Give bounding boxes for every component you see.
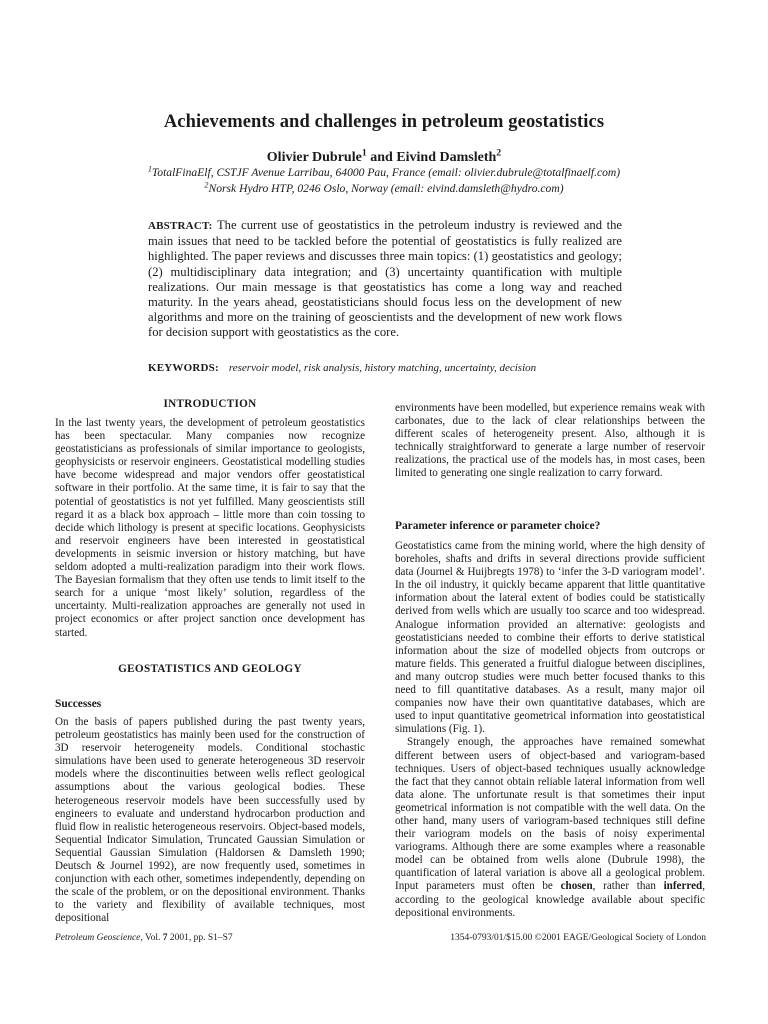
author-1: Olivier Dubrule — [266, 150, 362, 165]
introduction-paragraph: In the last twenty years, the development of petroleum geostatistics has been spectacular. Many companies now recognize geostatisticians as professionals of similar importance to geologists, geophysicists or reservoir engineers. Geostatistical modelling studies have become widespread and major vendors offer geostatistical software in their portfolio. At the same time, it is fair to say that the potential of geostatistics is not yet fulfilled. Many geoscientists still regard it as a black box approach – little more than coin tossing to decide which lithology is present at specific locations. Geophysicists and reservoir engineers have been interested in geostatistical developments in seismic inversion or history matching, but have seldom adopted a multi-realization paradigm into their work flows. The Bayesian formalism that they often use tends to limit itself to the search for a unique ‘most likely’ solution, regardless of the uncertainty. Multi-realization approaches are generally not used in project economics or after project sanction once development has started. — [55, 417, 365, 639]
emphasis-chosen: chosen — [560, 880, 593, 893]
footer-vol-prefix: , Vol. — [140, 933, 163, 943]
footer-copyright: 1354-0793/01/$15.00 ©2001 EAGE/Geological Society of London — [450, 933, 706, 943]
section-heading-geostatistics-geology: GEOSTATISTICS AND GEOLOGY — [118, 663, 302, 675]
footer-citation — [55, 933, 233, 943]
continued-paragraph: environments have been modelled, but experience remains weak with carbonates, due to the lack of clear relationships between the different scales of heterogeneity present. Also, although it is technically straightforward to generate a large number of reservoir realizations, the practical use of the models has, in most cases, been limited to generating one single realization to carry forward. — [395, 402, 705, 480]
successes-body — [55, 716, 365, 926]
abstract — [148, 218, 622, 341]
parameter-paragraph-2-text-a: Strangely enough, the approaches have remained somewhat different between users of object-based and variogram-based techniques. Users of object-based techniques usually acknowledge the fact that they cannot obtain reliable lateral information from well data alone. The unfortunate result is that sometimes their input geometrical information is not compatible with the well data. On the other hand, many users of variogram-based techniques still define their variogram models on the basis of noisy experimental variograms. Although there are some examples where a reasonable model can be obtained from wells alone (Dubrule 1998), the quantification of lateral variation is above all a geological problem. Input parameters must often be — [395, 736, 705, 893]
keywords-text: reservoir model, risk analysis, history matching, uncertainty, decision — [228, 362, 537, 374]
continued-body — [395, 402, 705, 481]
section-heading-introduction: INTRODUCTION — [163, 398, 257, 410]
parameter-paragraph-2-text-c: , according to the geological knowledge available about specific depositional environments. — [395, 880, 705, 919]
subsection-heading-parameter-inference: Parameter inference or parameter choice? — [395, 520, 601, 532]
emphasis-inferred: inferred — [663, 880, 703, 893]
subsection-heading-successes: Successes — [55, 698, 102, 710]
affiliation-1-text: TotalFinaElf, CSTJF Avenue Larribau, 64000 Pau, France (email: olivier.dubrule@totalfinaelf.com) — [151, 166, 621, 179]
author-line — [0, 147, 768, 166]
successes-paragraph: On the basis of papers published during the past twenty years, petroleum geostatistics has mainly been used for the construction of 3D reservoir heterogeneity models. Conditional stochastic simulations have been used to generate heterogeneous 3D reservoir models where the discontinuities between wells reflect geological assumptions about the various geological bodies. These heterogeneous reservoir models have been successfully used by engineers to evaluate and understand hydrocarbon production and fluid flow in realistic heterogeneous reservoirs. Object-based models, Sequential Indicator Simulation, Truncated Gaussian Simulation or Sequential Gaussian Simulation (Haldorsen & Damsleth 1990; Deutsch & Journel 1992), are now frequently used, sometimes in conjunction with each other, sometimes independently, depending on the scale of the problem, or on the depositional environment. Thanks to the variety and flexibility of available techniques, most depositional — [55, 716, 365, 925]
keywords-label: KEYWORDS: — [148, 362, 219, 374]
footer-pages: 2001, pp. S1–S7 — [167, 933, 233, 943]
author-conjunction: and — [366, 150, 397, 165]
parameter-body — [395, 540, 705, 920]
introduction-body — [55, 417, 365, 640]
author-2-sup: 2 — [496, 147, 502, 159]
keywords — [148, 362, 622, 374]
abstract-label: ABSTRACT: — [148, 220, 213, 232]
author-1-sup: 1 — [361, 147, 367, 159]
affiliation-1-sup: 1 — [147, 164, 152, 174]
author-2: Eivind Damsleth — [396, 150, 497, 165]
parameter-paragraph-2-text-b: , rather than — [592, 880, 664, 893]
parameter-paragraph-1: Geostatistics came from the mining world, where the high density of boreholes, shafts and drifts in several directions provide sufficient data (Journel & Huijbregts 1978) to ‘infer the 3-D variogram model’. In the oil industry, it quickly became apparent that little quantitative information about the lateral extent of bodies could be statistically derived from wells which are usually too scarce and too widespread. Analogue information provided an alternative: geologists and geostatisticians needed to combine their efforts to derive statistical information about the size of modelled objects from outcrops or mature fields. This generated a fruitful dialogue between disciplines, and many outcrop studies were much better focused thanks to this need to fill quantitative databases. As a result, many major oil companies now have their own quantitative databases, which are used to input quantitative geometrical information into geostatistical simulations (Fig. 1). — [395, 540, 705, 736]
footer-volume: 7 — [162, 933, 168, 943]
abstract-text: The current use of geostatistics in the petroleum industry is reviewed and the main issues that need to be tackled before the potential of geostatistics is fully realized are highlighted. The paper reviews and discusses three main topics: (1) geostatistics and geology; (2) multidisciplinary data integration; and (3) uncertainty quantification with multiple realizations. Our main message is that geostatistics has come a long way and reached maturity. In the years ahead, geostatisticians should focus less on the development of new algorithms and more on the training of geoscientists and the development of new work flows for decision support with geostatistics as the core. — [148, 218, 623, 340]
footer-journal: Petroleum Geoscience — [55, 933, 141, 943]
parameter-paragraph-2 — [395, 736, 705, 919]
affiliation-2-text: Norsk Hydro HTP, 0246 Oslo, Norway (email: eivind.damsleth@hydro.com) — [208, 182, 564, 195]
affiliation-1 — [0, 166, 768, 180]
paper-title: Achievements and challenges in petroleum geostatistics — [163, 112, 605, 132]
affiliation-2 — [0, 182, 768, 196]
affiliation-2-sup: 2 — [204, 180, 209, 190]
